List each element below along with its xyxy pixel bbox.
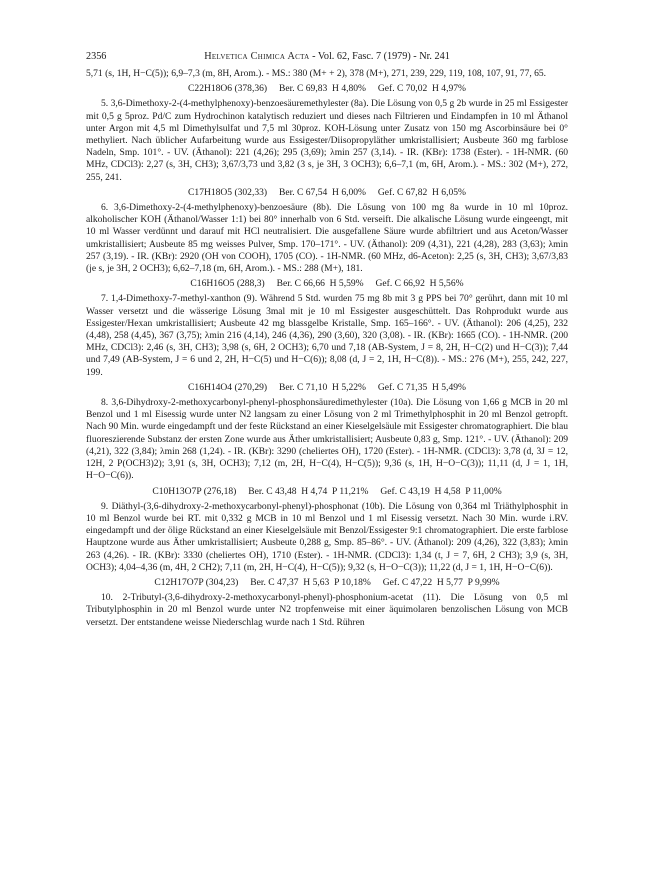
elemental-analysis: C12H17O7P (304,23) Ber. C 47,37 H 5,63 P 10,18% Gef. C 47,22 H 5,77 P 9,99%: [154, 576, 500, 588]
running-header: [86, 49, 568, 65]
elemental-analysis: C16H16O5 (288,3) Ber. C 66,66 H 5,59% Gef. C 66,92 H 5,56%: [190, 278, 464, 290]
experimental-entry-9: 7. 1,4-Dimethoxy-7-methyl-xanthon (9). Während 5 Std. wurden 75 mg 8b mit 3 g PPS bei 70° gerührt, dann mit 10 ml Wasser versetzt und die wässerige Lösung 3mal mit je 10 ml Essigester ausgeschüttelt. Das Rohprodukt wurde aus Essigester/Hexan umkristallisiert; Ausbeute 42 mg blassgelbe Kristalle, Smp. 165–166°. - UV. (Äthanol): 206 (4,25), 232 (4,48), 258 (4,45), 367 (3,75); λmin 216 (4,14), 246 (4,36), 290 (3,60), 320 (3,08). - IR. (KBr): 1665 (CO). - 1H-NMR. (200 MHz, CDCl3): 2,46 (s, 3H, CH3); 3,98 (s, 6H, 2 OCH3); 6,70 und 7,18 (AB-System, J = 8, 2H, H−C(2) und H−C(3)); 7,44 und 7,49 (AB-System, J = 6 und 2, 2H, H−C(5) und H−C(6)); 8,08 (d, J = 2, 1H, H−C(8)). - MS.: 276 (M+), 255, 242, 227, 199.: [86, 293, 568, 378]
journal-issue: - Vol. 62, Fasc. 7 (1979) - Nr. 241: [309, 51, 450, 62]
experimental-entry-10b: 9. Diäthyl-(3,6-dihydroxy-2-methoxycarbonyl-phenyl)-phosphonat (10b). Die Lösung von 0,364 ml Triäthylphosphit in 10 ml Benzol wurde bei RT. mit 0,332 g MCB in 10 ml Benzol und 1 ml Eisessig versetzt. Nach 30 Min. wurde i.RV. eingedampft und der ölige Rückstand an einer Kieselgelsäule mit Benzol/Essigester 9:1 chromatographiert. Die erste farblose Hauptzone wurde aus Äther umkristallisiert; Ausbeute 0,288 g, Smp. 85–86°. - UV. (Äthanol): 209 (4,26), 322 (3,83); λmin 263 (4,26). - IR. (KBr): 3330 (cheliertes OH), 1710 (Ester). - 1H-NMR. (CDCl3): 1,34 (t, J = 7, 6H, 2 CH3); 3,9 (s, 3H, OCH3); 4,04–4,36 (m, 4H, 2 CH2); 7,11 (m, 2H, H−C(4), H−C(5)); 9,32 (s, H−O−C(3)); 11,22 (d, J = 1, 1H, H−O−C(6)).: [86, 500, 568, 573]
experimental-entry-11: 10. 2-Tributyl-(3,6-dihydroxy-2-methoxycarbonyl-phenyl)-phosphonium-acetat (11). Die Lösung von 0,5 ml Tributylphosphin in 20 ml Benzol wurde unter N2 tropfenweise mit einer äquimolaren benzolischen Lösung von MCB versetzt. Der entstandene weisse Niederschlag wurde nach 1 Std. Rühren: [86, 592, 568, 628]
article-body: [86, 68, 568, 629]
journal-name: Helvetica Chimica Acta: [204, 51, 310, 62]
elemental-analysis: C22H18O6 (378,36) Ber. C 69,83 H 4,80% Gef. C 70,02 H 4,97%: [188, 83, 466, 95]
experimental-entry-8a: 5. 3,6-Dimethoxy-2-(4-methylphenoxy)-benzoesäuremethylester (8a). Die Lösung von 0,5 g 2b wurde in 25 ml Essigester mit 0,5 g 5proz. Pd/C zum Hydrochinon katalytisch reduziert und dieses nach Filtrieren und Eindampfen in 10 ml Äthanol unter Argon mit 4,5 ml Dimethylsulfat und 7,5 ml 30proz. KOH-Lösung unter Zusatz von 150 mg Ascorbinsäure bei 0° methyliert. Nach üblicher Aufarbeitung wurde aus Essigester/Diisopropyläther umkristallisiert; Ausbeute 360 mg farblose Nadeln, Smp. 101°. - UV. (Äthanol): 221 (4,26); 295 (3,69); λmin 257 (3,14). - IR. (KBr): 1738 (Ester). - 1H-NMR. (60 MHz, CDCl3): 2,27 (s, 3H, CH3); 3,67/3,73 und 3,82 (3 s, je 3H, 3 OCH3); 6,6–7,1 (m, 6H, Arom.). - MS.: 302 (M+), 272, 255, 241.: [86, 98, 568, 183]
elemental-analysis: C17H18O5 (302,33) Ber. C 67,54 H 6,00% Gef. C 67,82 H 6,05%: [188, 186, 466, 198]
elemental-analysis: C10H13O7P (276,18) Ber. C 43,48 H 4,74 P 11,21% Gef. C 43,19 H 4,58 P 11,00%: [152, 485, 502, 497]
experimental-entry-8b: 6. 3,6-Dimethoxy-2-(4-methylphenoxy)-benzoesäure (8b). Die Lösung von 100 mg 8a wurde in 10 ml 10proz. alkoholischer KOH (Äthanol/Wasser 1:1) bei 80° innerhalb von 6 Std. verseift. Die alkalische Lösung wurde eingeengt, mit 10 ml Wasser verdünnt und darauf mit HCl neutralisiert. Die ausgefallene Säure wurde abfiltriert und aus Aceton/Wasser umkristallisiert; Ausbeute 85 mg weisses Pulver, Smp. 170–171°. - UV. (Äthanol): 209 (4,31), 221 (4,28), 283 (3,63); λmin 257 (3,19). - IR. (KBr): 2920 (OH von COOH), 1705 (CO). - 1H-NMR. (60 MHz, d6-Aceton): 2,25 (s, 3H, CH3); 3,67/3,83 (je s, je 3H, 2 OCH3); 6,62–7,18 (m, 6H, Arom.). - MS.: 288 (M+), 181.: [86, 202, 568, 275]
journal-title: [86, 49, 568, 65]
paragraph-ms-continuation: 5,71 (s, 1H, H−C(5)); 6,9–7,3 (m, 8H, Arom.). - MS.: 380 (M+ + 2), 378 (M+), 271, 239, 229, 119, 108, 107, 91, 77, 65.: [86, 68, 547, 79]
elemental-analysis: C16H14O4 (270,29) Ber. C 71,10 H 5,22% Gef. C 71,35 H 5,49%: [188, 381, 466, 393]
page-number: 2356: [86, 51, 107, 62]
experimental-entry-10a: 8. 3,6-Dihydroxy-2-methoxycarbonyl-phenyl-phosphonsäuredimethylester (10a). Die Lösung von 1,66 g MCB in 20 ml Benzol und 1 ml Eisessig wurde unter N2 langsam zu einer Lösung von 2 ml Trimethylphosphit in 20 ml Benzol getropft. Nach 90 Min. wurde eingedampft und der feste Rückstand an einer Kieselgelsäule mit Essigester chromatographiert. Die blau fluoreszierende Substanz der ersten Zone wurde aus Äther umkristallisiert; Ausbeute 0,83 g, Smp. 121°. - UV. (Äthanol): 209 (4,21), 322 (3,84); λmin 268 (1,24). - IR. (KBr): 3290 (cheliertes OH), 1720 (Ester). - 1H-NMR. (CDCl3): 3,78 (d, 3J = 12, 12H, 2 P(OCH3)2); 3,91 (s, 3H, OCH3); 7,12 (m, 2H, H−C(4), H−C(5)); 9,36 (s, 1H, H−O−C(3)); 11,11 (d, J = 1, 1H, H−O−C(6)).: [86, 397, 568, 482]
